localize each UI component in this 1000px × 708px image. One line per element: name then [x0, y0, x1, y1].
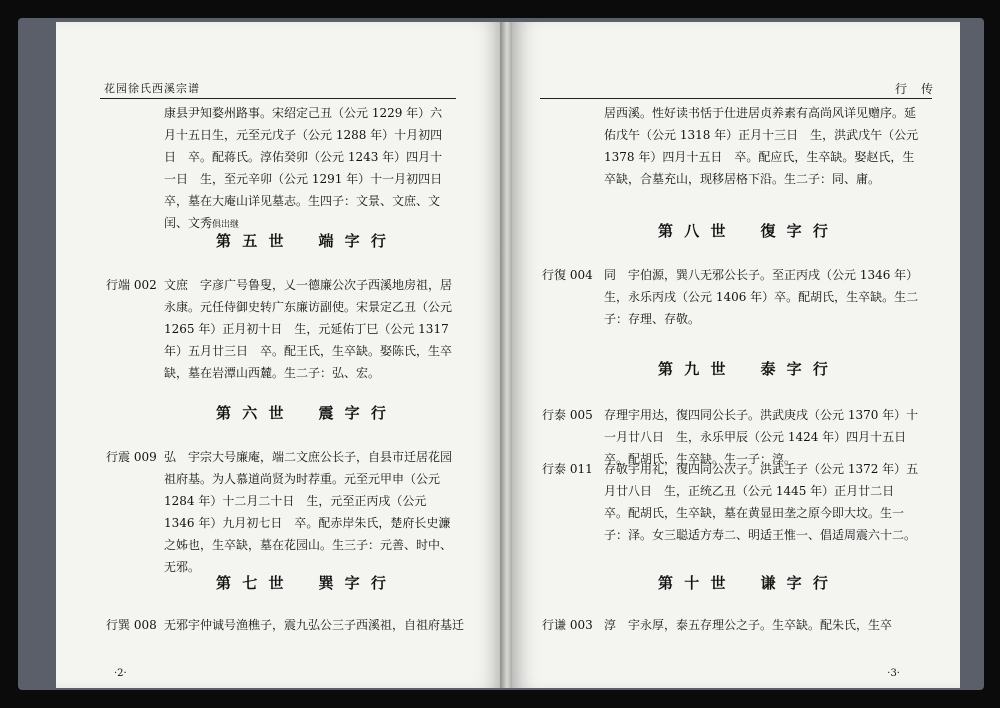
gen6-title-a: 第 六 世: [216, 404, 287, 422]
entry-id: 行泰 011: [542, 462, 593, 476]
gen8-title-a: 第 八 世: [658, 222, 729, 240]
header-rule-right: [540, 98, 932, 99]
generation-title-7: [216, 572, 389, 593]
gen6-title-b: 震 字 行: [318, 404, 389, 422]
gen5-title-b: 端 字 行: [318, 232, 389, 250]
header-rule-left: [100, 98, 456, 99]
gen7-title-b: 巽 字 行: [318, 574, 389, 592]
entry-text: 文庶 字彦广号鲁叟，乂一德廉公次子西溪地房祖，居永康。元任侍御史转广东廉访副使。宋景定乙丑（公元 1265 年）正月初十日 生，元延佑丁巳（公元 1317 年）五月廿三日 卒。配王氏，生卒缺。娶陈氏，生卒缺，墓在岩潭山西麓。生二子：弘、宏。: [164, 278, 453, 380]
generation-title-9: [658, 358, 831, 379]
entry-id: 行泰 005: [542, 408, 593, 422]
left-page: [56, 22, 502, 688]
entry-text: 弘 宇宗大号廉庵，端二文庶公长子，自县市迁居花园祖府基。为人慕道尚贤为时荐重。元至元甲申（公元 1284 年）十二月二十日 生，元至正丙戌（公元 1346 年）九月初七日 卒。配赤岸朱氏，楚府长史濂之姊也，生卒缺，墓在花园山。生三子：元善、时中、无邪。: [164, 450, 453, 574]
generation-title-5: [216, 230, 389, 251]
gen7-title-a: 第 七 世: [216, 574, 287, 592]
entry-text: 无邪宇仲诚号渔樵子，震九弘公三子西溪祖，自祖府基迁: [164, 618, 465, 632]
running-head-left: 花园徐氏西溪宗谱: [104, 82, 200, 95]
entry-id: 行震 009: [106, 450, 157, 464]
page-number-left: ·2·: [114, 668, 127, 679]
entry-id: 行端 002: [106, 278, 157, 292]
entry-text: 存敬宇用礼，復四同公次子。洪武壬子（公元 1372 年）五月廿八日 生，正统乙丑（公元 1445 年）正月廿二日 卒。配胡氏，生卒缺，墓在黄显田垄之原今即大坟。生一子：泽。女三聪适方寿二、明适王惟一、倡适周震六十二。: [604, 462, 919, 542]
gen9-title-a: 第 九 世: [658, 360, 729, 378]
generation-title-8: [658, 220, 831, 241]
generation-title-6: [216, 402, 389, 423]
gen5-title-a: 第 五 世: [216, 232, 287, 250]
gen10-title-a: 第 十 世: [658, 574, 729, 592]
gen9-title-b: 泰 字 行: [760, 360, 831, 378]
entry-text: 淳 宇永厚，泰五存理公之子。生卒缺。配朱氏，生卒: [604, 618, 893, 632]
intro-suffix: 俱出继: [212, 220, 240, 230]
gen10-title-b: 谦 字 行: [760, 574, 831, 592]
entry-text: 存理宇用达，復四同公长子。洪武庚戌（公元 1370 年）十一月廿八日 生，永乐甲辰（公元 1424 年）四月十五日 卒。配胡氏，生卒缺。生一子：淳。: [604, 408, 919, 466]
entry-text: 同 宇伯源，巽八无邪公长子。至正丙戌（公元 1346 年）生，永乐丙戌（公元 1406 年）卒。配胡氏，生卒缺。生二子：存理、存敬。: [604, 268, 919, 326]
intro-paragraph-left: [164, 102, 455, 236]
gen8-title-b: 復 字 行: [760, 222, 831, 240]
running-head-right: 行 传: [894, 82, 934, 96]
entry-id: 行巽 008: [106, 618, 157, 632]
intro-text-left: 康县尹知婺州路事。宋绍定己丑（公元 1229 年）六月十五日生，元至元戊子（公元 1288 年）十月初四日 卒。配蒋氏。淳佑癸卯（公元 1243 年）四月十一日 生，至元辛卯（公元 1291 年）十一月初四日 卒，墓在大庵山详见墓志。生四子：文景、文庶、文闰、文秀: [164, 106, 455, 230]
page-number-right: ·3·: [887, 668, 900, 679]
entry-id: 行復 004: [542, 268, 593, 282]
entry-id: 行谦 003: [542, 618, 593, 632]
right-page: [512, 22, 960, 688]
generation-title-10: [658, 572, 831, 593]
intro-paragraph-right: 居西溪。性好读书恬于仕进居贞养素有高尚风详见赠序。延佑戊午（公元 1318 年）正月十三日 生，洪武戊午（公元 1378 年）四月十五日 卒。配应氏，生卒缺。娶赵氏，生卒缺，合墓充山，现移居格下沿。生二子：同、庸。: [604, 106, 919, 186]
